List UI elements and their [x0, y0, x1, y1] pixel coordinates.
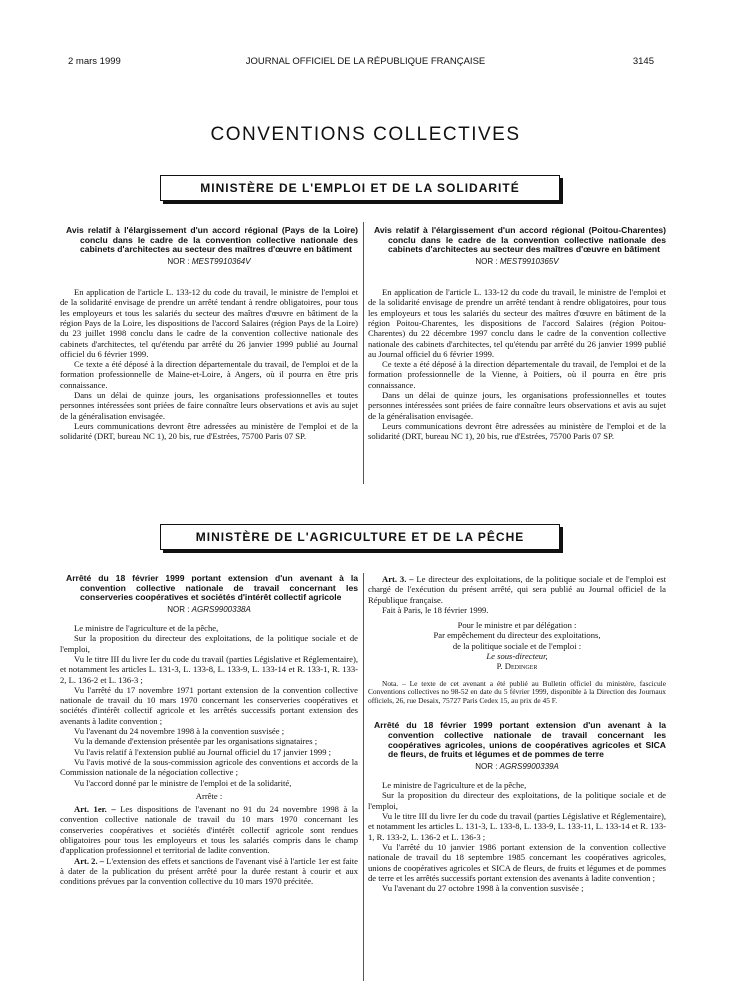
- notice-title: Avis relatif à l'élargissement d'un accord régional (Poitou-Charentes) conclu dans le cadre de la convention collective nationale des cabinets d'architectes au secteur des maîtres d'œuvre en bâtiment: [374, 225, 666, 255]
- arrete-paragraph: Vu l'avis relatif à l'extension publié au Journal officiel du 17 janvier 1999 ;: [74, 746, 332, 757]
- arrete-paragraph: Le ministre de l'agriculture et de la pêche,: [382, 780, 527, 791]
- notice-paragraph: Leurs communications devront être adressées au ministère de l'emploi et de la solidarité (DRT, bureau NC 1), 20 bis, rue d'Estrées, 75700 Paris 07 SP.: [368, 420, 666, 442]
- article-1: Art. 1er. – Les dispositions de l'avenant no 91 du 24 novembre 1998 à la convention collective nationale de travail du 10 mars 1970 concernant les conserveries coopératives et sociétés d'intérêt collectif agricole sont rendues obligatoires pour tous les employeurs et tous les salariés compris dans le champ d'application professionnel et territorial de ladite convention.: [60, 804, 358, 856]
- signature-line: Pour le ministre et par délégation :: [457, 620, 577, 631]
- arrete-label: Arrête :: [195, 790, 223, 801]
- nota-note: Nota. – Le texte de cet avenant a été publié au Bulletin officiel du ministère, fascicule Conventions collectives no 98-52 en date du 5 février 1999, disponible à la Direction des Journaux officiels, 26, rue Desaix, 75727 Paris Cedex 15, au prix de 45 F.: [368, 678, 666, 705]
- arrete-paragraph: Vu le titre III du livre Ier du code du travail (parties Législative et Réglementaire), et notamment les articles L. 131-3, L. 133-8, L. 133-9, L. 133-14 et R. 133-1, R. 133-2, L. 136-2 et L. 136-3 ;: [60, 653, 358, 685]
- signature-line: de la politique sociale et de l'emploi :: [452, 640, 582, 651]
- arrete-paragraph: Vu l'arrêté du 17 novembre 1971 portant extension de la convention collective nationale de travail du 10 mars 1970 concernant les conserveries coopératives et sociétés d'intérêt collectif agricole et les arrêtés successifs portant extension des avenants à ladite convention ;: [60, 684, 358, 726]
- article-3: Art. 3. – Le directeur des exploitations, de la politique sociale et de l'emploi est chargé de l'exécution du présent arrêté, qui sera publié au Journal officiel de la République française.: [368, 574, 666, 605]
- arrete-continuation: [368, 574, 666, 893]
- nor-reference: NOR : AGRS9900338A: [167, 604, 251, 614]
- ministry-heading-emploi: MINISTÈRE DE L'EMPLOI ET DE LA SOLIDARITÉ: [160, 175, 560, 201]
- arrete-paragraph: Vu le titre III du livre Ier du code du travail (parties Législative et Réglementaire), et notamment les articles L. 131-3, L. 133-8, L. 133-9, L. 133-11, L. 133-14 et R. 133-1, R. 133-2, L. 136-2 et L. 136-3 ;: [368, 811, 666, 842]
- arrete-paragraph: Vu l'avis motivé de la sous-commission agricole des conventions et accords de la Commission nationale de la négociation collective ;: [60, 756, 358, 778]
- arrete-title: Arrêté du 18 février 1999 portant extension d'un avenant à la convention collective nationale de travail concernant les coopératives agricoles, unions de coopératives agricoles et SICA de fleurs, de fruits et légumes et de pommes de terre: [374, 720, 666, 760]
- arrete-paragraph: Le ministre de l'agriculture et de la pêche,: [74, 623, 219, 634]
- notice-paragraph: En application de l'article L. 133-12 du code du travail, le ministre de l'emploi et de la solidarité envisage de prendre un arrêté tendant à rendre obligatoires, pour tous les employeurs et tous les salariés du secteur des maîtres d'œuvre en bâtiment de la région Poitou-Charentes, les dispositions de l'accord Salaires (région Poitou-Charentes) du 22 décembre 1997 conclu dans le cadre de la convention collective nationale des cabinets d'architectes, tel qu'étendu par arrêté du 26 janvier 1999 publié au Journal officiel du 6 février 1999.: [368, 287, 666, 359]
- ministry-heading-agriculture: MINISTÈRE DE L'AGRICULTURE ET DE LA PÊCHE: [160, 524, 560, 550]
- page-number: 3145: [632, 56, 654, 67]
- nor-reference: NOR : MEST9910364V: [167, 256, 251, 266]
- notice-title: Avis relatif à l'élargissement d'un accord régional (Pays de la Loire) conclu dans le cadre de la convention collective nationale des cabinets d'architectes au secteur des maîtres d'œuvre en bâtiment: [66, 225, 358, 255]
- section-title: CONVENTIONS COLLECTIVES: [210, 124, 521, 145]
- arrete-title: Arrêté du 18 février 1999 portant extension d'un avenant à la convention collective nationale de travail concernant les conserveries coopératives et sociétés d'intérêt collectif agricole: [66, 573, 358, 603]
- column-divider: [363, 222, 364, 484]
- notice-paragraph: Dans un délai de quinze jours, les organisations professionnelles et toutes personnes intéressées sont priées de faire connaître leurs observations et avis au sujet de la généralisation envisagée.: [60, 390, 358, 421]
- arrete-paragraph: Vu l'avenant du 24 novembre 1998 à la convention susvisée ;: [74, 726, 285, 737]
- notice-paragraph: Dans un délai de quinze jours, les organisations professionnelles et toutes personnes intéressées sont priées de faire connaître leurs observations et avis au sujet de la généralisation envisagée.: [368, 390, 666, 421]
- header-date: 2 mars 1999: [68, 56, 121, 67]
- arrete-paragraph: Vu l'arrêté du 10 janvier 1986 portant extension de la convention collective nationale de travail du 18 septembre 1985 concernant les coopératives agricoles, unions de coopératives agricoles et SICA de fleurs, de fruits et légumes et de pommes de terre et les arrêtés successifs portant extension des avenants à ladite convention ;: [368, 841, 666, 883]
- notice-paragraph: En application de l'article L. 133-12 du code du travail, le ministre de l'emploi et de la solidarité envisage de prendre un arrêté tendant à rendre obligatoires, pour tous les employeurs et tous les salariés du secteur des maîtres d'œuvre en bâtiment de la région Pays de la Loire, les dispositions de l'accord Salaires (région Pays de la Loire) du 23 juillet 1998 conclu dans le cadre de la convention collective nationale des cabinets d'architectes, tel qu'étendu par arrêté du 26 janvier 1999 publié au Journal officiel du 6 février 1999.: [60, 287, 358, 359]
- signatory-name: P. Dedinger: [496, 661, 538, 672]
- notice-paragraph: Ce texte a été déposé à la direction départementale du travail, de l'emploi et de la formation professionnelle de la Vienne, à Poitiers, où il pourra en être pris connaissance.: [368, 359, 666, 390]
- arrete-paragraph: Sur la proposition du directeur des exploitations, de la politique sociale et de l'emploi,: [60, 633, 358, 654]
- notice-paragraph: Leurs communications devront être adressées au ministère de l'emploi et de la solidarité (DRT, bureau NC 1), 20 bis, rue d'Estrées, 75700 Paris 07 SP.: [60, 420, 358, 442]
- article-2: Art. 2. – L'extension des effets et sanctions de l'avenant visé à l'article 1er est faite à dater de la publication du présent arrêté pour la durée restant à courir et aux conditions prévues par la convention collective du 10 mars 1970 précitée.: [60, 855, 358, 887]
- arrete-paragraph: Vu la demande d'extension présentée par les organisations signataires ;: [74, 736, 318, 747]
- arrete-paragraph: Vu l'accord donné par le ministre de l'emploi et de la solidarité,: [74, 777, 292, 788]
- notice-pays-de-la-loire: [60, 226, 358, 442]
- place-date: Fait à Paris, le 18 février 1999.: [382, 604, 489, 615]
- journal-name: JOURNAL OFFICIEL DE LA RÉPUBLIQUE FRANÇAISE: [245, 56, 486, 67]
- nor-reference: NOR : AGRS9900339A: [475, 761, 559, 771]
- nor-reference: NOR : MEST9910365V: [475, 256, 559, 266]
- notice-paragraph: Ce texte a été déposé à la direction départementale du travail, de l'emploi et de la formation professionnelle de Maine-et-Loire, à Angers, où il pourra en être pris connaissance.: [60, 359, 358, 390]
- signature-line: Par empêchement du directeur des exploitations,: [433, 630, 601, 641]
- signature-title: Le sous-directeur,: [486, 651, 548, 662]
- arrete-paragraph: Vu l'avenant du 27 octobre 1998 à la convention susvisée ;: [382, 883, 584, 894]
- notice-poitou-charentes: [368, 226, 666, 442]
- column-divider: [363, 573, 364, 981]
- arrete-paragraph: Sur la proposition du directeur des exploitations, de la politique sociale et de l'emploi,: [368, 790, 666, 811]
- arrete-conserveries: [60, 574, 358, 887]
